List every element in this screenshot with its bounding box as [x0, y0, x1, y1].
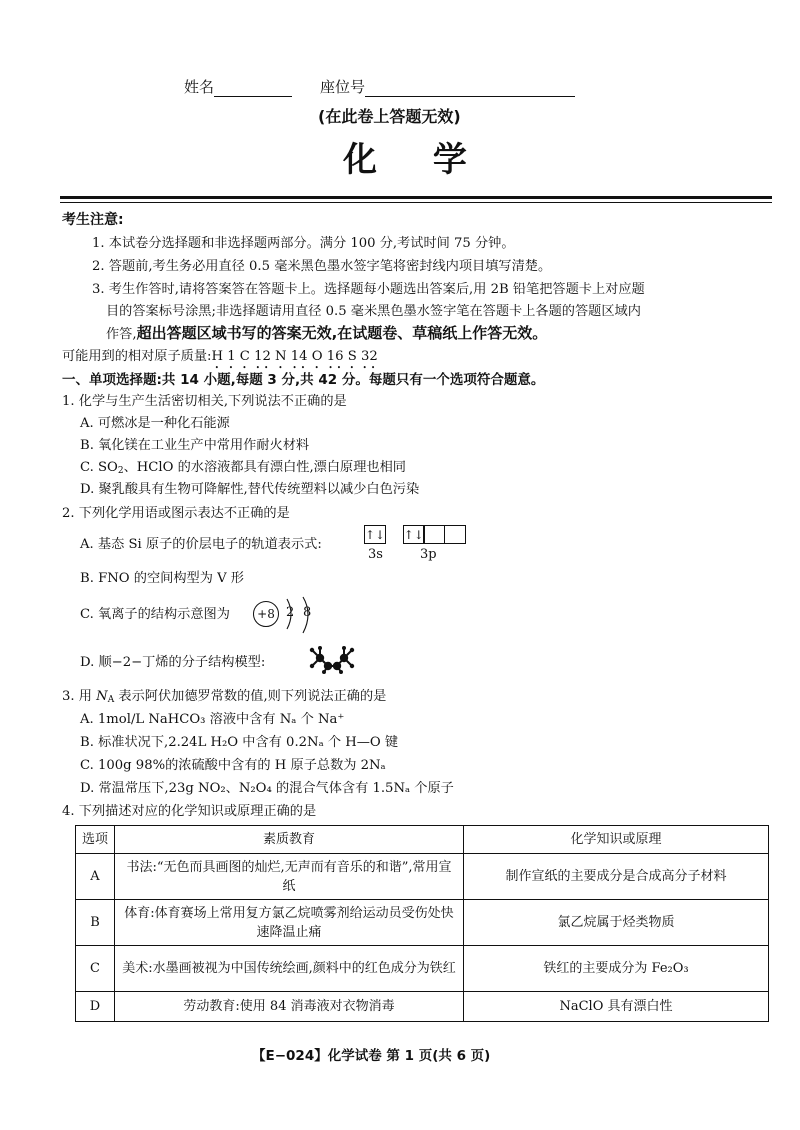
row-education: 书法:“无色而具画图的灿烂,无声而有音乐的和谐”,常用宣纸	[115, 854, 464, 900]
header-chemistry-principle: 化学知识或原理	[464, 826, 769, 854]
q3-stem: 3. 用 $N_A$ 表示阿伏加德罗常数的值,则下列说法正确的是	[62, 689, 387, 705]
row-education: 劳动教育:使用 84 消毒液对衣物消毒	[115, 992, 464, 1022]
orbital-3p-3	[444, 525, 466, 544]
table-row	[76, 900, 769, 946]
atomic-masses: 可能用到的相对原子质量:H 1 C 12 N 14 O 16 S 32	[62, 349, 378, 364]
shell1-electrons: 2	[286, 605, 295, 620]
shell2-electrons: 8	[303, 605, 312, 620]
q1-option-b: B. 氧化镁在工业生产中常用作耐火材料	[80, 438, 310, 453]
butene-ball-stick-model	[306, 644, 358, 674]
table-row	[76, 946, 769, 992]
seat-label: 座位号	[320, 76, 575, 97]
answer-invalid-notice: (在此卷上答题无效)	[318, 107, 461, 126]
q4-stem: 4. 下列描述对应的化学知识或原理正确的是	[62, 804, 317, 819]
q3-option-c: C. 100g 98%的浓硫酸中含有的 H 原子总数为 2Nₐ	[80, 758, 386, 773]
header-divider	[60, 196, 772, 199]
row-chemistry: 铁红的主要成分为 Fe₂O₃	[464, 946, 769, 992]
orbital-3s: ↑↓	[364, 525, 386, 544]
instruction-3-cont: 目的答案标号涂黑;非选择题请用直径 0.5 毫米黑色墨水签字笔在答题卡上各题的答题区域内	[106, 304, 641, 319]
q1-option-a: A. 可燃冰是一种化石能源	[80, 416, 230, 431]
instruction-1: 1. 本试卷分选择题和非选择题两部分。满分 100 分,考试时间 75 分钟。	[92, 236, 515, 251]
instruction-3-end: 作答,超出答题区域书写的答案无效,在试题卷、草稿纸上作答无效。	[106, 324, 548, 342]
q2-option-b: B. FNO 的空间构型为 V 形	[80, 571, 244, 586]
q3-option-d: D. 常温常压下,23g NO₂、N₂O₄ 的混合气体含有 1.5Nₐ 个原子	[80, 781, 454, 796]
q1-stem: 1. 化学与生产生活密切相关,下列说法不正确的是	[62, 394, 347, 409]
q3-option-a: A. 1mol/L NaHCO₃ 溶液中含有 Nₐ 个 Na⁺	[80, 712, 345, 727]
row-chemistry: 氯乙烷属于烃类物质	[464, 900, 769, 946]
q1-option-d: D. 聚乳酸具有生物可降解性,替代传统塑料以减少白色污染	[80, 482, 420, 497]
q4-table	[75, 825, 769, 1022]
header-option: 选项	[76, 826, 115, 854]
row-chemistry: 制作宣纸的主要成分是合成高分子材料	[464, 854, 769, 900]
section1-title: 一、单项选择题:共 14 小题,每题 3 分,共 42 分。每题只有一个选项符合题意。	[62, 372, 545, 388]
orbital-label-3s: 3s	[368, 547, 383, 562]
orbital-diagram	[364, 524, 464, 544]
row-option: D	[76, 992, 115, 1022]
instruction-2: 2. 答题前,考生务必用直径 0.5 毫米黑色墨水签字笔将密封线内项目填写清楚。	[92, 259, 552, 274]
row-education: 体育:体育赛场上常用复方氯乙烷喷雾剂给运动员受伤处快速降温止痛	[115, 900, 464, 946]
q3-option-b: B. 标准状况下,2.24L H₂O 中含有 0.2Nₐ 个 H—O 键	[80, 735, 399, 750]
subject-title: 化 学	[343, 140, 489, 180]
orbital-3p-2	[423, 525, 445, 544]
oxygen-ion-diagram	[253, 596, 323, 636]
q2-option-a: A. 基态 Si 原子的价层电子的轨道表示式:	[80, 537, 322, 552]
row-option: A	[76, 854, 115, 900]
nucleus-circle: +8	[253, 601, 279, 627]
seat-field[interactable]	[365, 80, 575, 97]
instruction-3: 3. 考生作答时,请将答案答在答题卡上。选择题每小题选出答案后,用 2B 铅笔把答题卡上对应题	[92, 282, 645, 297]
row-education: 美术:水墨画被视为中国传统绘画,颜料中的红色成分为铁红	[115, 946, 464, 992]
q2-option-c: C. 氧离子的结构示意图为	[80, 607, 230, 622]
table-row	[76, 992, 769, 1022]
orbital-3p-1: ↑↓	[403, 525, 425, 544]
table-header-row	[76, 826, 769, 854]
row-option: B	[76, 900, 115, 946]
q2-stem: 2. 下列化学用语或图示表达不正确的是	[62, 506, 290, 521]
orbital-label-3p: 3p	[420, 547, 437, 562]
page-footer: 【E−024】化学试卷 第 1 页(共 6 页)	[252, 1048, 491, 1064]
row-chemistry: NaClO 具有漂白性	[464, 992, 769, 1022]
header-divider-thin	[60, 202, 772, 203]
q1-option-c: C. $SO_2$、HClO 的水溶液都具有漂白性,漂白原理也相同	[80, 460, 406, 476]
name-label: 姓名	[184, 76, 292, 97]
name-field[interactable]	[214, 80, 292, 97]
q2-option-d: D. 顺−2−丁烯的分子结构模型:	[80, 655, 266, 670]
instructions-title: 考生注意:	[62, 212, 124, 228]
row-option: C	[76, 946, 115, 992]
header-quality-education: 素质教育	[115, 826, 464, 854]
table-row	[76, 854, 769, 900]
